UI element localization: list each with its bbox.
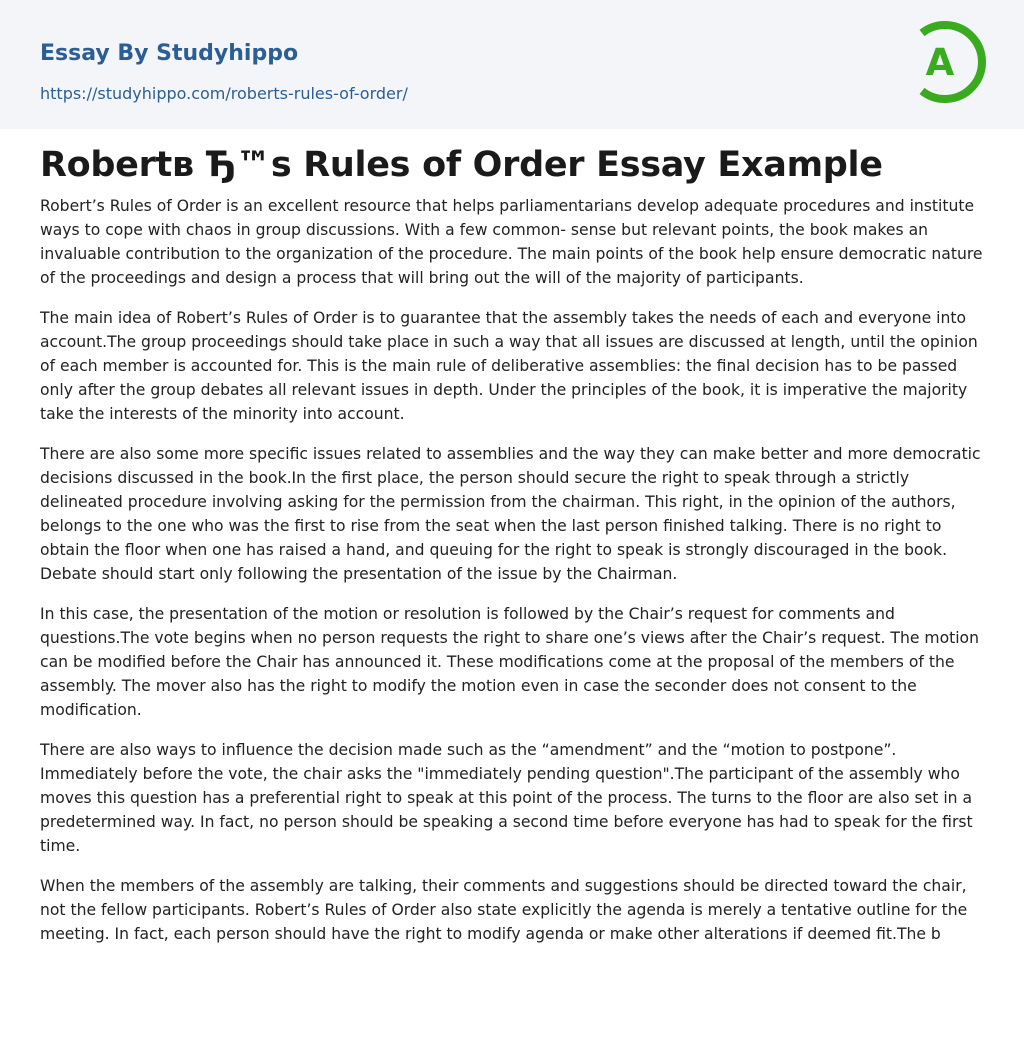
- logo-icon[interactable]: [912, 19, 988, 105]
- source-url-link[interactable]: https://studyhippo.com/roberts-rules-of-order/: [40, 84, 408, 103]
- site-title[interactable]: Essay By Studyhippo: [40, 41, 299, 66]
- paragraph: The main idea of Robert’s Rules of Order is to guarantee that the assembly takes the needs of each and everyone into account.The group proceedings should take place in such a way that all issues are discussed at length, until the opinion of each member is accounted for. This is the main rule of deliberative assemblies: the final decision has to be passed only after the group debates all relevant issues in depth. Under the principles of the book, it is imperative the majority take the interests of the minority into account.: [40, 309, 978, 423]
- paragraph: There are also some more specific issues related to assemblies and the way they can make better and more democratic decisions discussed in the book.In the first place, the person should secure the right to speak through a strictly delineated procedure involving asking for the permission from the chairman. This right, in the opinion of the authors, belongs to the one who was the first to rise from the seat when the last person finished talking. There is no right to obtain the floor when one has raised a hand, and queuing for the right to speak is strongly discouraged in the book. Debate should start only following the presentation of the issue by the Chairman.: [40, 445, 981, 583]
- paragraph: There are also ways to influence the decision made such as the “amendment” and the “motion to postpone”. Immediately before the vote, the chair asks the "immediately pending question".The participant of the assembly who moves this question has a preferential right to speak at this point of the process. The turns to the floor are also set in a predetermined way. In fact, no person should be speaking a second time before everyone has had to speak for the first time.: [40, 741, 973, 855]
- site-header: [0, 0, 1024, 129]
- paragraph: Robert’s Rules of Order is an excellent resource that helps parliamentarians develop adequate procedures and institute ways to cope with chaos in group discussions. With a few common- sense but relevant points, the book makes an invaluable contribution to the organization of the procedure. The main points of the book help ensure democratic nature of the proceedings and design a process that will bring out the will of the majority of participants.: [40, 197, 983, 287]
- paragraph: When the members of the assembly are talking, their comments and suggestions should be directed toward the chair, not the fellow participants. Robert’s Rules of Order also state explicitly the agenda is merely a tentative outline for the meeting. In fact, each person should have the right to modify agenda or make other alterations if deemed fit.The b: [40, 877, 968, 943]
- paragraph: In this case, the presentation of the motion or resolution is followed by the Chair’s request for comments and questions.The vote begins when no person requests the right to share one’s views after the Chair’s request. The motion can be modified before the Chair has announced it. These modifications come at the proposal of the members of the assembly. The mover also has the right to modify the motion even in case the seconder does not consent to the modification.: [40, 605, 979, 719]
- logo-letter: A: [925, 41, 955, 84]
- article-body: [40, 194, 986, 962]
- page-title: Robertв Ђ™s Rules of Order Essay Example: [40, 145, 883, 185]
